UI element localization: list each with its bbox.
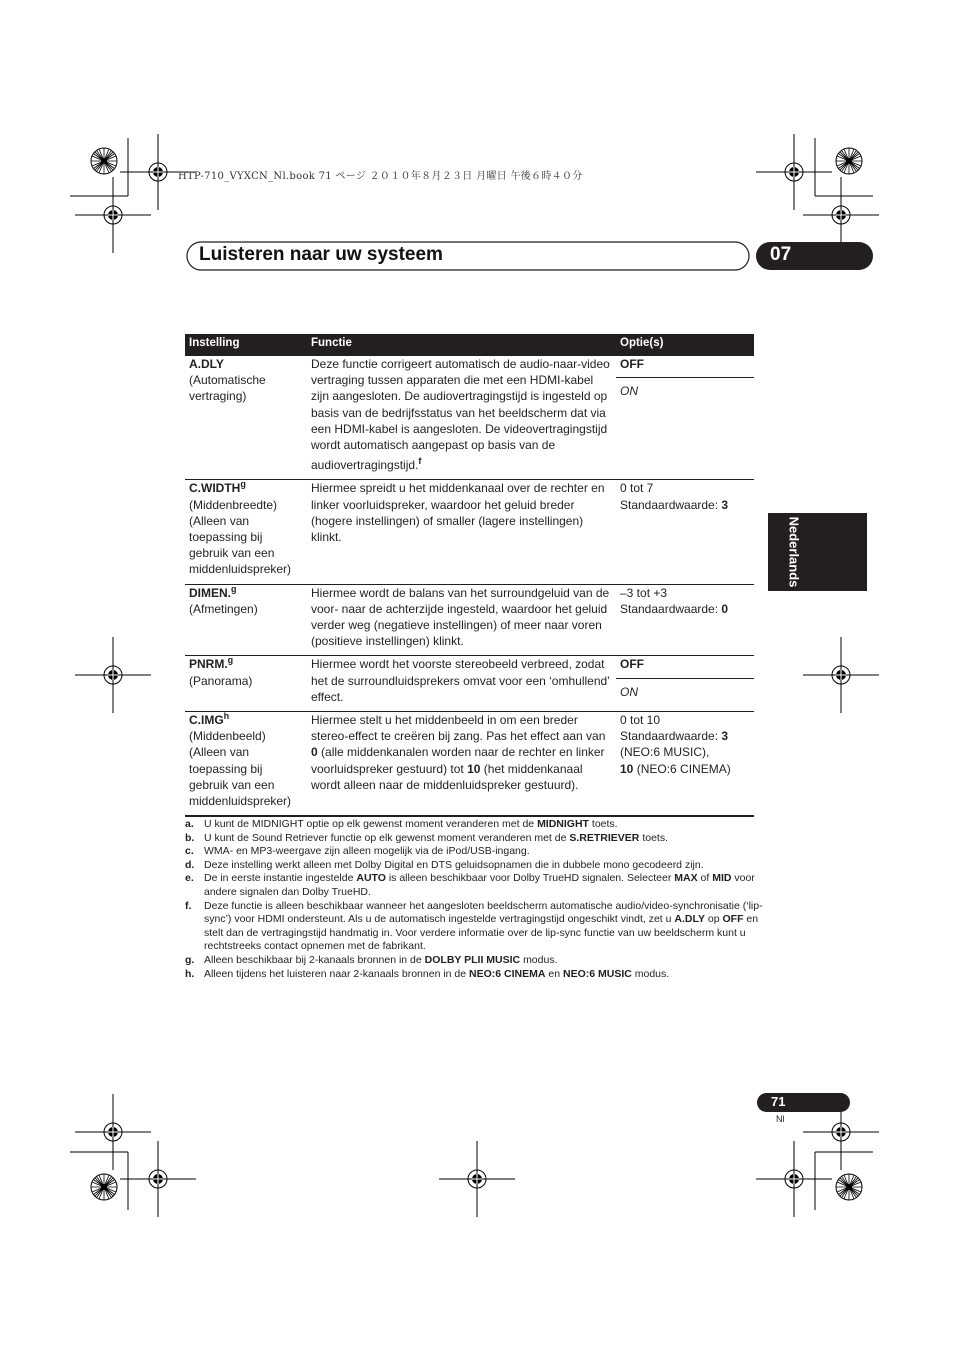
setting-name: DIMEN.$^g$ [189,583,237,600]
table-row [185,356,754,480]
option-default: Standaardwaarde: 3 [620,729,729,744]
book-info-line: HTP-710_VYXCN_Nl.book 71 ページ ２０１０年８月２３日 月曜日 午後６時４０分 [178,171,583,182]
setting-subtitle: (Panorama) [189,673,253,688]
function-cell: Hiermee wordt het voorste stereobeeld verbreed, zodat het de surroundluidsprekers omvat voor een ‘omhullend’ effect. [307,656,616,712]
setting-cell [185,584,307,656]
setting-cell [185,712,307,817]
setting-cell [185,656,307,712]
function-cell: Hiermee stelt u het middenbeeld in om een breder stereo-effect te creëren bij zang. Pas het effect aan van 0 (alle middenkanalen worden naar de rechter en linker voorluidspreker gestuurd) tot 10 (het middenkanaal wordt alleen naar de middenluidspreker gestuurd). [307,712,616,817]
options-cell [616,584,754,656]
setting-subtitle: (Middenbreedte) (Alleen van toepassing bij gebruik van een middenluidspreker) [189,497,292,577]
footnote-ref: f [418,456,422,467]
options-cell [616,656,754,712]
table-row [185,656,754,712]
function-cell: Hiermee spreidt u het middenkanaal over de rechter en linker voorluidspreker, waardoor het geluid breder (hogere instellingen) of smaller (lagere instellingen) klinkt. [307,480,616,584]
setting-name: A.DLY [189,357,224,371]
table-row [185,712,754,817]
table-header-row [185,334,754,356]
settings-table [185,334,754,817]
options-cell [616,480,754,584]
chapter-title: Luisteren naar uw systeem [199,244,443,265]
option-range: 0 tot 10 [620,713,661,728]
options-cell [616,712,754,817]
option-value: ON [620,384,638,399]
footnote: b. U kunt de Sound Retriever functie op elk gewenst moment veranderen met de S.RETRIEVER toets. [185,831,668,844]
setting-cell [185,356,307,480]
option-extra: (NEO:6 MUSIC), [620,745,710,760]
option-range: –3 tot +3 [620,585,668,600]
option-extra: 10 (NEO:6 CINEMA) [620,761,731,776]
option-range: 0 tot 7 [620,481,654,496]
function-cell [307,356,616,480]
language-side-label: Nederlands [786,516,802,588]
header-options: Optie(s) [616,334,754,356]
options-cell [616,356,754,480]
footnote: c. WMA- en MP3-weergave zijn alleen mogelijk via de iPod/USB-ingang. [185,845,530,858]
footnote: h. Alleen tijdens het luisteren naar 2-kanaals bronnen in de NEO:6 CINEMA en NEO:6 MUSIC modus. [185,967,670,980]
setting-name: C.WIDTH$^g$ [189,479,246,496]
header-function: Functie [307,334,616,356]
setting-name: PNRM.$^g$ [189,655,234,672]
header-setting: Instelling [185,334,307,356]
chapter-number: 07 [770,244,792,265]
setting-subtitle: (Middenbeeld) (Alleen van toepassing bij gebruik van een middenluidspreker) [189,729,292,809]
option-value: ON [620,684,638,699]
table-row [185,480,754,584]
footnote: e. De in eerste instantie ingestelde AUTO is alleen beschikbaar voor Dolby TrueHD signalen. Selecteer MAX of MID voor andere signalen dan Dolby TrueHD. [185,872,755,898]
setting-subtitle: (Afmetingen) [189,601,258,616]
footnote: a. U kunt de MIDNIGHT optie op elk gewenst moment veranderen met de MIDNIGHT toets. [185,818,618,830]
function-text: Deze functie corrigeert automatisch de audio-naar-video vertraging tussen apparaten die met een HDMI-kabel zijn aangesloten. De audiovertragingstijd is ingesteld op basis van de bedrijfsstatus van het beeldscherm dat via een HDMI-kabel is aangesloten. De videovertragingstijd wordt automatisch aangepast op basis van de audiovertragingstijd. [311,357,610,473]
footnote: d. Deze instelling werkt alleen met Dolby Digital en DTS geluidsopnamen die in dubbele mono gecodeerd zijn. [185,858,704,871]
function-cell: Hiermee wordt de balans van het surroundgeluid van de voor- naar de achterzijde ingesteld, waardoor het geluid verder weg (negatieve instellingen) of meer naar voren (positieve instellingen) klinkt. [307,584,616,656]
page-language-code: Nl [776,1114,785,1124]
setting-subtitle: (Automatische vertraging) [189,373,266,404]
page-number: 71 [771,1094,786,1109]
language-side-tab [768,513,867,591]
footnotes [185,818,765,981]
table-row [185,584,754,656]
footnote: f. Deze functie is alleen beschikbaar wanneer het aangesloten beeldscherm automatische audio/video-synchronisatie (‘lip-sync’) voor HDMI ondersteunt. Als u de automatisch ingestelde vertragingstijd ongeschikt vindt, zet u A.DLY op OFF en stelt dan de vertragingstijd handmatig in. Voor verdere informatie over de lip-sync functie van uw beeldscherm kunt u rechtstreeks contact opnemen met de fabrikant. [185,899,763,953]
setting-cell [185,480,307,584]
option-default: Standaardwaarde: 3 [620,497,729,512]
option-value: OFF [616,356,754,378]
option-value: OFF [616,656,754,678]
option-default: Standaardwaarde: 0 [620,601,729,616]
footnote: g. Alleen beschikbaar bij 2-kanaals bronnen in de DOLBY PLII MUSIC modus. [185,953,558,966]
setting-name: C.IMG$^h$ [189,711,230,728]
